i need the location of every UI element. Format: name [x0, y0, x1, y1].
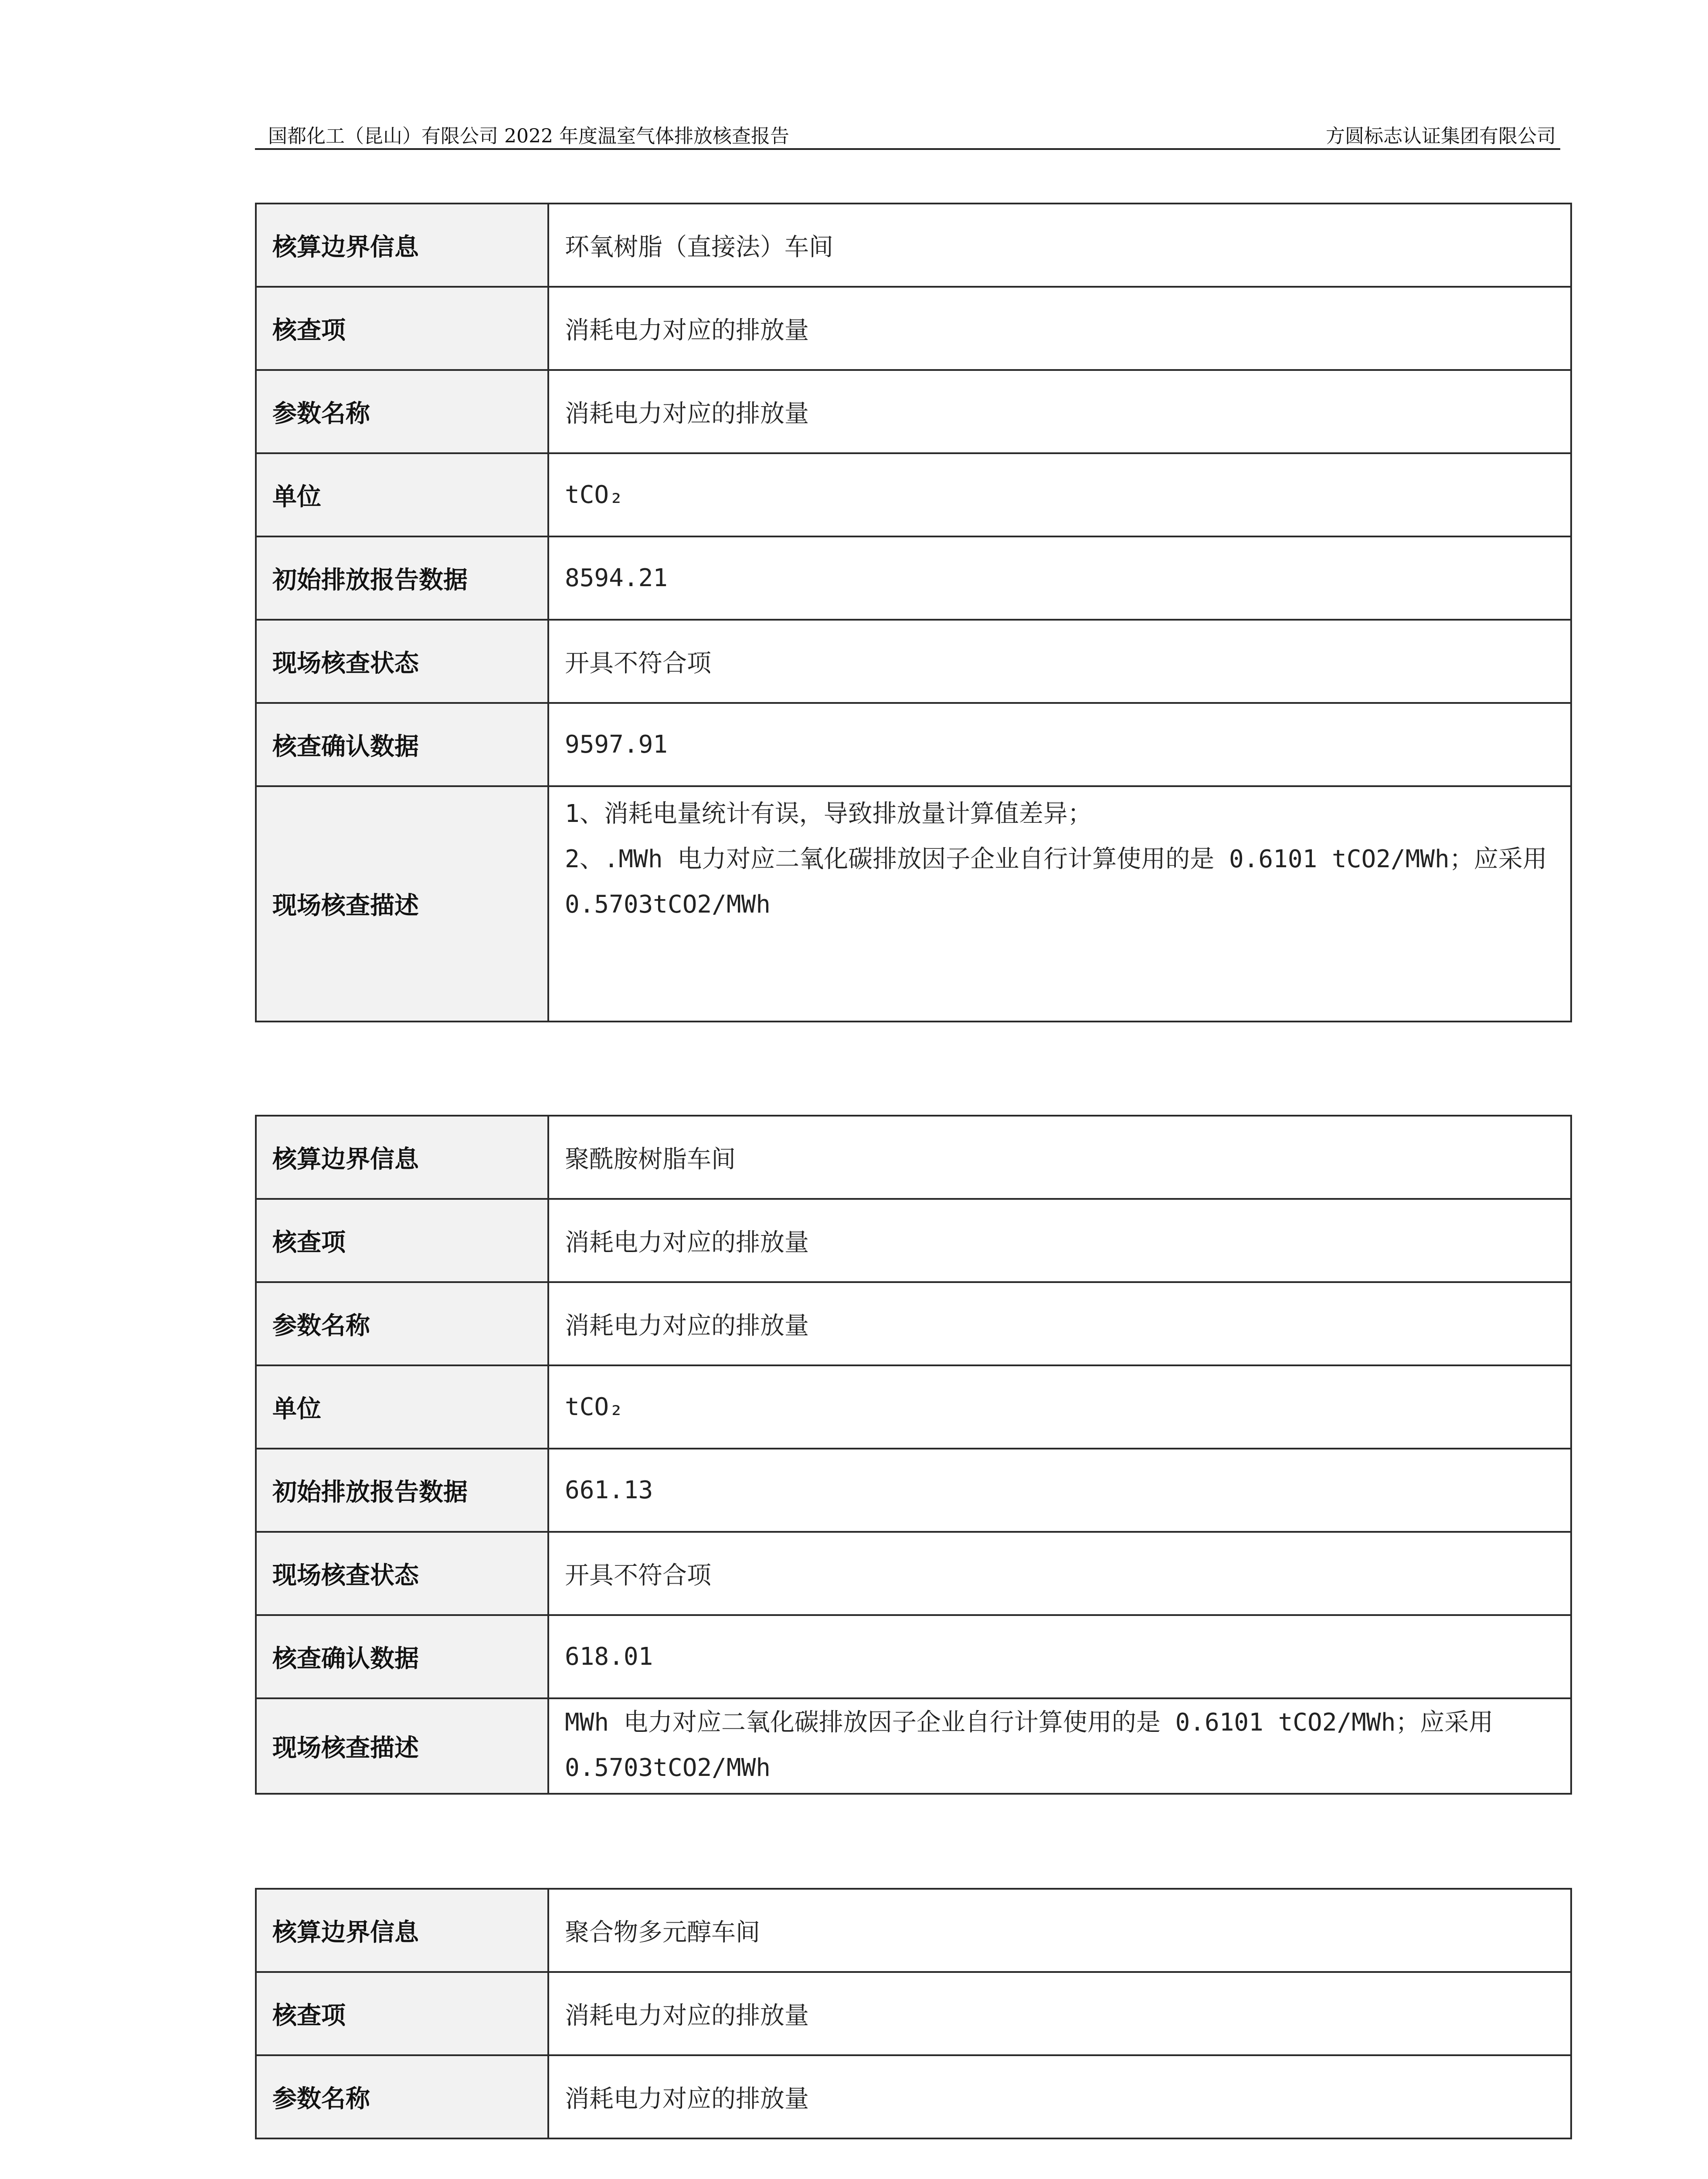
- row-label: 初始排放报告数据: [256, 1449, 548, 1532]
- description-label: 现场核查描述: [256, 1698, 548, 1794]
- description-row: [256, 786, 1571, 1022]
- description-value: [548, 1698, 1571, 1794]
- table-row: [256, 1365, 1571, 1449]
- row-value: 消耗电力对应的排放量: [548, 1282, 1571, 1365]
- row-value: 消耗电力对应的排放量: [548, 1972, 1571, 2055]
- table-row: [256, 204, 1571, 287]
- table-row: [256, 1889, 1571, 1972]
- table-row: [256, 453, 1571, 536]
- row-label: 核查项: [256, 287, 548, 370]
- description-line: MWh 电力对应二氧化碳排放因子企业自行计算使用的是 0.6101 tCO2/MWh；应采用: [565, 1708, 1494, 1737]
- row-value: 618.01: [548, 1615, 1571, 1698]
- description-line: 0.5703tCO2/MWh: [565, 890, 771, 919]
- row-label: 核算边界信息: [256, 204, 548, 287]
- row-label: 参数名称: [256, 2055, 548, 2138]
- report-title: 国都化工（昆山）有限公司 2022 年度温室气体排放核查报告: [268, 125, 789, 147]
- row-value: 消耗电力对应的排放量: [548, 370, 1571, 453]
- row-value: 9597.91: [548, 703, 1571, 786]
- table-row: [256, 620, 1571, 703]
- table-row: [256, 703, 1571, 786]
- row-value: tCO₂: [548, 453, 1571, 536]
- table-row: [256, 1449, 1571, 1532]
- row-label: 核算边界信息: [256, 1116, 548, 1199]
- row-label: 核查项: [256, 1199, 548, 1282]
- table-row: [256, 1615, 1571, 1698]
- row-label: 初始排放报告数据: [256, 536, 548, 620]
- description-line: 1、消耗电量统计有误，导致排放量计算值差异；: [565, 800, 1092, 828]
- row-value: 聚合物多元醇车间: [548, 1889, 1571, 1972]
- table-row: [256, 1199, 1571, 1282]
- row-value: 聚酰胺树脂车间: [548, 1116, 1571, 1199]
- table-row: [256, 1116, 1571, 1199]
- row-label: 现场核查状态: [256, 1532, 548, 1615]
- verification-table-2: [255, 1115, 1572, 1795]
- row-value: 消耗电力对应的排放量: [548, 2055, 1571, 2138]
- table-row: [256, 287, 1571, 370]
- table-row: [256, 370, 1571, 453]
- row-label: 核查确认数据: [256, 1615, 548, 1698]
- description-value: [548, 786, 1571, 1022]
- table-row: [256, 2055, 1571, 2138]
- row-label: 参数名称: [256, 1282, 548, 1365]
- company-name: 方圆标志认证集团有限公司: [1326, 125, 1556, 147]
- row-value: 8594.21: [548, 536, 1571, 620]
- description-row: [256, 1698, 1571, 1794]
- row-label: 参数名称: [256, 370, 548, 453]
- page-header: [255, 117, 1560, 150]
- description-line: 2、.MWh 电力对应二氧化碳排放因子企业自行计算使用的是 0.6101 tCO2/MWh；应采用: [565, 845, 1547, 873]
- row-label: 单位: [256, 453, 548, 536]
- row-value: 环氧树脂（直接法）车间: [548, 204, 1571, 287]
- row-value: 消耗电力对应的排放量: [548, 287, 1571, 370]
- row-value: 开具不符合项: [548, 1532, 1571, 1615]
- table-row: [256, 1282, 1571, 1365]
- verification-table-1: [255, 203, 1572, 1022]
- description-line: 0.5703tCO2/MWh: [565, 1754, 771, 1782]
- table-row: [256, 536, 1571, 620]
- row-label: 现场核查状态: [256, 620, 548, 703]
- row-label: 核查确认数据: [256, 703, 548, 786]
- row-value: 661.13: [548, 1449, 1571, 1532]
- row-label: 核查项: [256, 1972, 548, 2055]
- table-row: [256, 1532, 1571, 1615]
- table-row: [256, 1972, 1571, 2055]
- row-value: 开具不符合项: [548, 620, 1571, 703]
- row-value: tCO₂: [548, 1365, 1571, 1449]
- verification-table-3: [255, 1888, 1572, 2139]
- row-label: 单位: [256, 1365, 548, 1449]
- row-label: 核算边界信息: [256, 1889, 548, 1972]
- row-value: 消耗电力对应的排放量: [548, 1199, 1571, 1282]
- description-label: 现场核查描述: [256, 786, 548, 1022]
